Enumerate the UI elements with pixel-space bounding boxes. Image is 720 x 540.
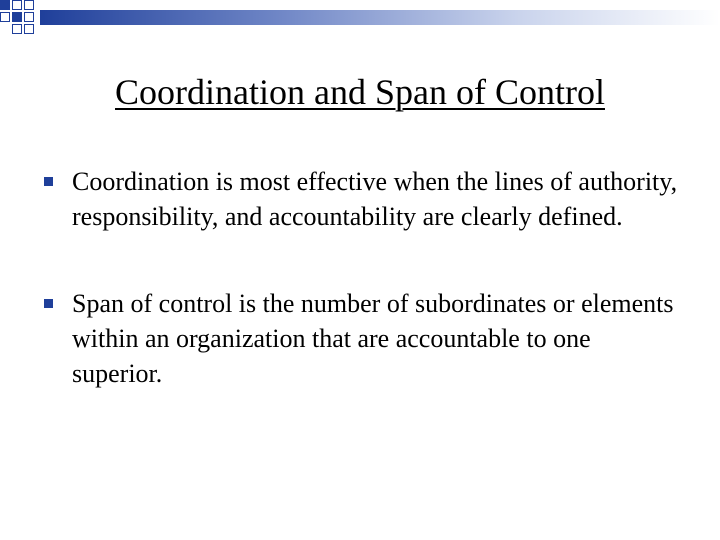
bullet-text: Coordination is most effective when the lines of authority, responsibility, and accountability are clearly defined. <box>72 167 678 231</box>
corner-square <box>24 24 34 34</box>
corner-square <box>0 12 10 22</box>
square-bullet-icon <box>44 177 53 186</box>
bullet-item <box>44 286 684 391</box>
corner-square <box>24 12 34 22</box>
square-bullet-icon <box>44 299 53 308</box>
header-gradient-bar <box>40 10 720 25</box>
corner-square <box>0 0 10 10</box>
bullet-list <box>44 164 684 443</box>
slide-title: Coordination and Span of Control <box>115 72 605 112</box>
corner-square <box>12 0 22 10</box>
corner-square <box>24 0 34 10</box>
corner-square <box>12 24 22 34</box>
bullet-item <box>44 164 684 234</box>
bullet-text: Span of control is the number of subordinates or elements within an organization that are accountable to one superior. <box>72 289 674 388</box>
corner-square <box>12 12 22 22</box>
